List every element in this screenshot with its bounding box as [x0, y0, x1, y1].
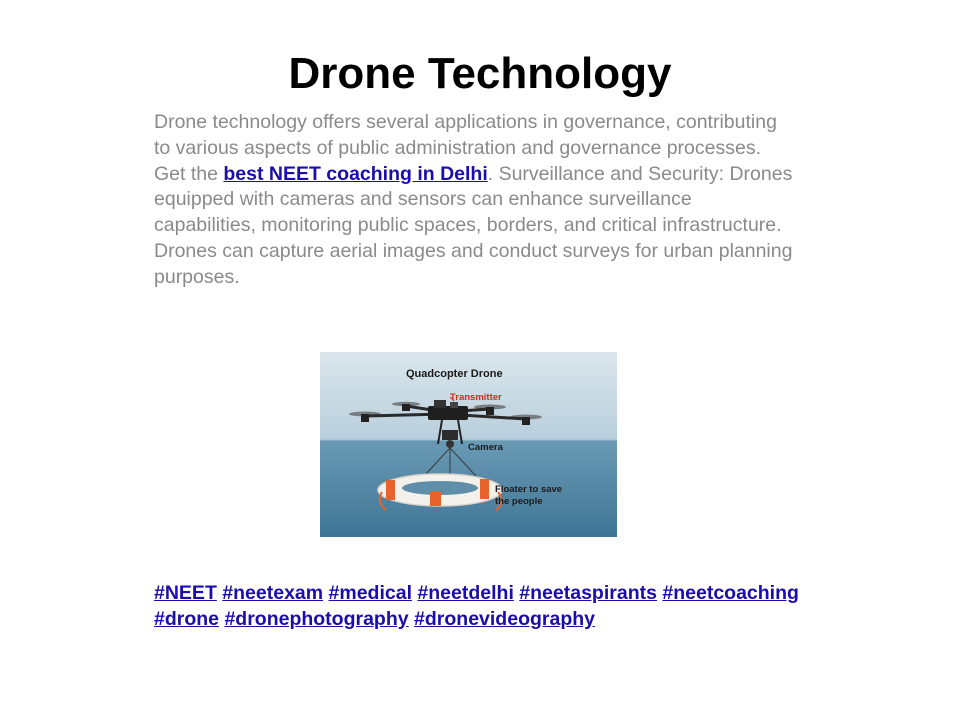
- hashtag-link[interactable]: #dronephotography: [224, 608, 409, 630]
- hashtag-link[interactable]: #neetaspirants: [519, 582, 657, 604]
- floater-label-line2: the people: [495, 496, 543, 507]
- transmitter-label: Transmitter: [450, 392, 502, 403]
- hashtag-link[interactable]: #drone: [154, 608, 220, 630]
- hashtag-link[interactable]: #neetcoaching: [662, 582, 799, 604]
- camera-label: Camera: [468, 442, 503, 453]
- paragraph-text-after-link: . Surveillance and Security: Drones equipped with cameras and sensors can enhance surveillance capabilities, monitoring public spaces, borders, and critical infrastructure. Drones can capture aerial images and conduct surveys for urban planning purposes.: [154, 162, 793, 288]
- heading-label: Quadcopter Drone: [406, 368, 503, 380]
- hashtag-link[interactable]: #NEET: [154, 582, 217, 604]
- slide-title: Drone Technology: [288, 49, 672, 98]
- quadcopter-drone-illustration: [320, 352, 617, 537]
- hashtag-link[interactable]: #neetexam: [222, 582, 324, 604]
- hashtag-link[interactable]: #dronevideography: [414, 608, 595, 630]
- body-paragraph: [154, 110, 794, 291]
- drone-image: [320, 352, 617, 537]
- floater-label-line1: Floater to save: [495, 484, 563, 495]
- neet-coaching-link[interactable]: best NEET coaching in Delhi: [223, 162, 488, 185]
- hashtag-link[interactable]: #neetdelhi: [417, 582, 514, 604]
- paragraph-text-before-link: Drone technology offers several applications in governance, contributing to various aspects of public administration and governance processes. Get the: [154, 111, 777, 185]
- hashtag-list: [154, 580, 804, 632]
- hashtag-link[interactable]: #medical: [328, 582, 412, 604]
